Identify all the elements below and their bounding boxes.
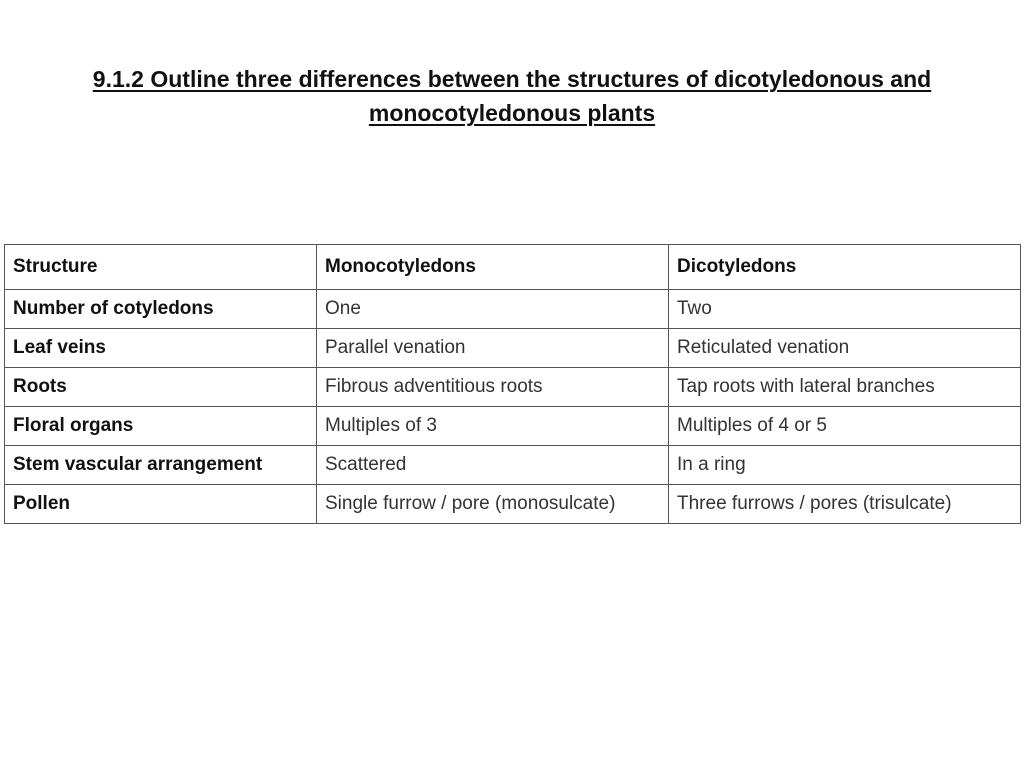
- table-row: [5, 329, 1021, 368]
- table-row: [5, 407, 1021, 446]
- table-row: [5, 290, 1021, 329]
- row-label-pollen: Pollen: [5, 485, 317, 524]
- row-label-number-of-cotyledons: Number of cotyledons: [5, 290, 317, 329]
- table-cell: One: [317, 290, 669, 329]
- comparison-table: [4, 244, 1021, 524]
- slide-title: 9.1.2 Outline three differences between the structures of dicotyledonous and monocotyledonous plants: [92, 66, 932, 126]
- table-cell: Two: [669, 290, 1021, 329]
- table-cell: Single furrow / pore (monosulcate): [317, 485, 669, 524]
- row-label-leaf-veins: Leaf veins: [5, 329, 317, 368]
- table-cell: Tap roots with lateral branches: [669, 368, 1021, 407]
- table-row: [5, 368, 1021, 407]
- table-cell: Fibrous adventitious roots: [317, 368, 669, 407]
- table-row: [5, 446, 1021, 485]
- column-header-dicotyledons: Dicotyledons: [669, 245, 1021, 290]
- table-cell: Scattered: [317, 446, 669, 485]
- row-label-roots: Roots: [5, 368, 317, 407]
- table-cell: In a ring: [669, 446, 1021, 485]
- table-cell: Multiples of 3: [317, 407, 669, 446]
- row-label-floral-organs: Floral organs: [5, 407, 317, 446]
- column-header-monocotyledons: Monocotyledons: [317, 245, 669, 290]
- table-cell: Reticulated venation: [669, 329, 1021, 368]
- table-cell: Three furrows / pores (trisulcate): [669, 485, 1021, 524]
- row-label-stem-vascular-arrangement: Stem vascular arrangement: [5, 446, 317, 485]
- table-row: [5, 485, 1021, 524]
- table-header-row: [5, 245, 1021, 290]
- column-header-structure: Structure: [5, 245, 317, 290]
- table-cell: Multiples of 4 or 5: [669, 407, 1021, 446]
- table-cell: Parallel venation: [317, 329, 669, 368]
